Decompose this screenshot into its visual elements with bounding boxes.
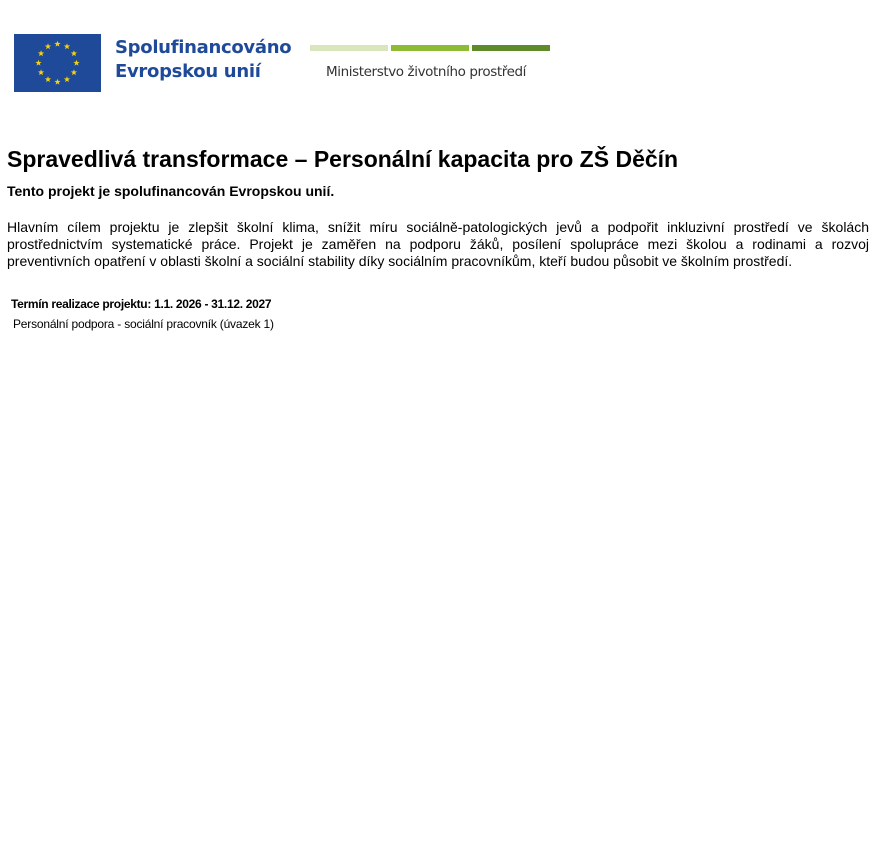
- eu-star-icon: [45, 43, 51, 49]
- project-term: [11, 295, 869, 313]
- ministry-stripe-mid: [391, 45, 469, 51]
- project-content: [7, 142, 869, 332]
- eu-star-icon: [71, 69, 77, 75]
- eu-star-icon: [45, 76, 51, 82]
- ministry-name: Ministerstvo životního prostředí: [326, 64, 527, 80]
- eu-star-icon: [38, 50, 44, 56]
- personnel-support: Personální podpora - sociální pracovník (úvazek 1): [13, 317, 274, 331]
- eu-star-icon: [64, 76, 70, 82]
- ministry-stripe-dark: [472, 45, 550, 51]
- eu-star-icon: [54, 41, 60, 47]
- eu-star-icon: [35, 60, 41, 66]
- eu-logo-line1: Spolufinancováno: [115, 37, 292, 58]
- project-term-value: 1.1. 2026 - 31.12. 2027: [154, 297, 272, 311]
- eu-cofinanced-logo-text: [115, 36, 291, 84]
- ministry-logo: [310, 45, 550, 90]
- ministry-stripe-light: [310, 45, 388, 51]
- eu-star-icon: [38, 69, 44, 75]
- eu-star-icon: [73, 60, 79, 66]
- page-title: Spravedlivá transformace – Personální kapacita pro ZŠ Děčín: [7, 146, 679, 172]
- ministry-stripes: [310, 45, 550, 51]
- cofinanced-statement: Tento projekt je spolufinancován Evropskou unií.: [7, 183, 335, 199]
- eu-logo-line2: Evropskou unií: [115, 61, 261, 82]
- eu-star-icon: [71, 50, 77, 56]
- project-term-label: Termín realizace projektu:: [11, 297, 152, 311]
- eu-flag-icon: [14, 34, 101, 92]
- project-description: Hlavním cílem projektu je zlepšit školní klima, snížit míru sociálně-patologických jevů a podpořit inkluzivní prostředí ve školách prostřednictvím systematické práce. Projekt je zaměřen na podporu žáků, posílení spolupráce mezi školou a rodinami a rozvoj preventivních opatření v oblasti školní a sociální stability díky sociálním pracovníkům, kteří budou působit ve školním prostředí.: [7, 219, 869, 269]
- logo-bar: [14, 34, 554, 92]
- eu-star-icon: [54, 79, 60, 85]
- eu-star-icon: [64, 43, 70, 49]
